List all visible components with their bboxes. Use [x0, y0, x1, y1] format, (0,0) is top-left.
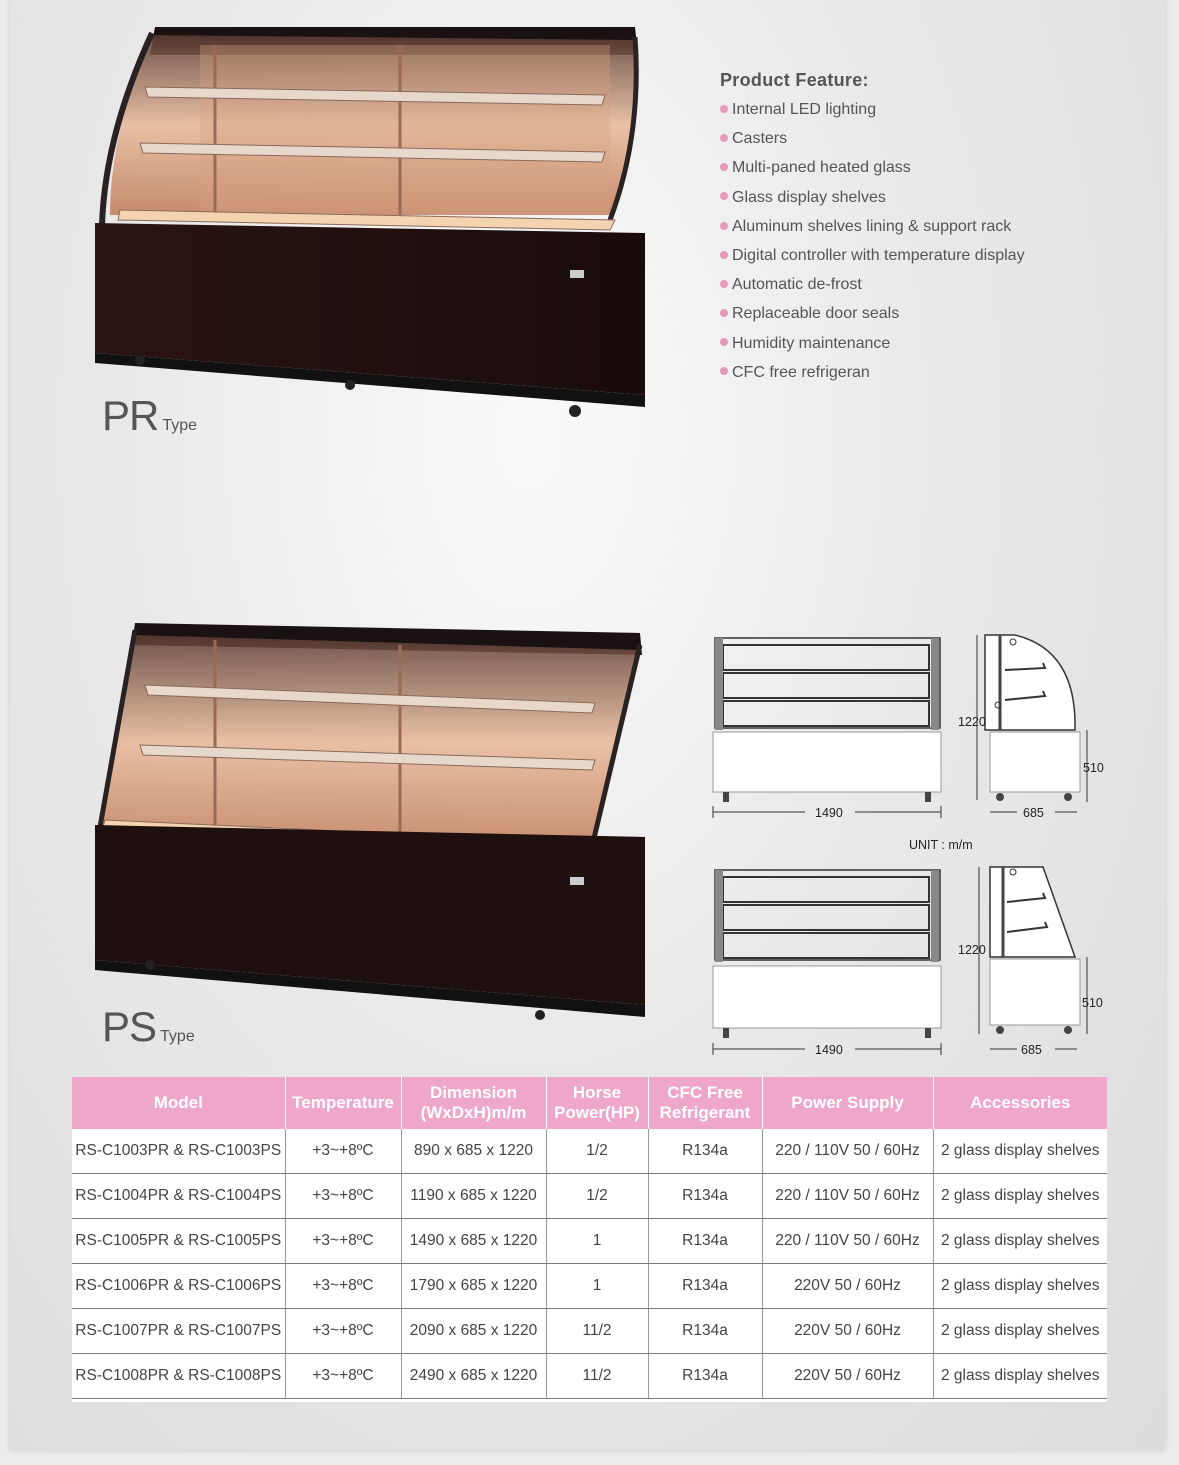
pr-front-diagram: [705, 630, 955, 825]
cell-dimension: 1790 x 685 x 1220: [401, 1264, 546, 1309]
cell-accessories: 2 glass display shelves: [933, 1264, 1107, 1309]
cell-accessories: 2 glass display shelves: [933, 1354, 1107, 1399]
cell-temperature: +3~+8ºC: [285, 1174, 401, 1219]
bullet-icon: [720, 367, 728, 375]
ps-type-word: Type: [160, 1028, 195, 1045]
cell-model: RS-C1008PR & RS-C1008PS: [72, 1354, 285, 1399]
cell-model: RS-C1004PR & RS-C1004PS: [72, 1174, 285, 1219]
feature-item: Digital controller with temperature display: [720, 241, 1140, 270]
table-row: [72, 1129, 1107, 1174]
ps-base-dim: 510: [1082, 996, 1103, 1010]
cell-dimension: 1190 x 685 x 1220: [401, 1174, 546, 1219]
feature-item: Humidity maintenance: [720, 329, 1140, 358]
cell-horse-power: 1: [546, 1264, 648, 1309]
pr-depth-dim: 685: [1023, 806, 1044, 820]
table-row: [72, 1174, 1107, 1219]
bullet-icon: [720, 338, 728, 346]
feature-item: Automatic de-frost: [720, 270, 1140, 299]
table-row: [72, 1264, 1107, 1309]
pr-cabinet-image: [90, 15, 650, 425]
pr-height-dim: 1220: [958, 715, 986, 729]
cell-model: RS-C1005PR & RS-C1005PS: [72, 1219, 285, 1264]
unit-label: UNIT : m/m: [909, 838, 973, 852]
ps-front-diagram: [705, 862, 955, 1062]
bullet-icon: [720, 192, 728, 200]
bullet-icon: [720, 280, 728, 288]
header-dimension: Dimension (WxDxH)m/m: [401, 1077, 546, 1129]
ps-type-label: [102, 1003, 195, 1051]
pr-width-dim: 1490: [815, 806, 843, 820]
cell-accessories: 2 glass display shelves: [933, 1174, 1107, 1219]
ps-cabinet-image: [90, 615, 650, 1030]
cell-refrigerant: R134a: [648, 1354, 762, 1399]
cell-dimension: 1490 x 685 x 1220: [401, 1219, 546, 1264]
cell-temperature: +3~+8ºC: [285, 1264, 401, 1309]
cell-temperature: +3~+8ºC: [285, 1309, 401, 1354]
header-accessories: Accessories: [933, 1077, 1107, 1129]
cell-power-supply: 220 / 110V 50 / 60Hz: [762, 1219, 933, 1264]
pr-base-dim: 510: [1083, 761, 1104, 775]
bullet-icon: [720, 251, 728, 259]
cell-model: RS-C1003PR & RS-C1003PS: [72, 1129, 285, 1174]
pr-type-letters: PR: [102, 392, 159, 439]
pr-type-label: [102, 392, 197, 440]
pr-type-word: Type: [162, 417, 198, 434]
feature-item: Internal LED lighting: [720, 95, 1140, 124]
feature-item: Glass display shelves: [720, 183, 1140, 212]
header-model: Model: [72, 1077, 285, 1129]
cell-accessories: 2 glass display shelves: [933, 1219, 1107, 1264]
cell-refrigerant: R134a: [648, 1129, 762, 1174]
cell-temperature: +3~+8ºC: [285, 1129, 401, 1174]
bullet-icon: [720, 163, 728, 171]
feature-item: Replaceable door seals: [720, 299, 1140, 328]
feature-item: Multi-paned heated glass: [720, 153, 1140, 182]
cell-power-supply: 220V 50 / 60Hz: [762, 1309, 933, 1354]
cell-refrigerant: R134a: [648, 1309, 762, 1354]
ps-height-dim: 1220: [958, 943, 986, 957]
cell-horse-power: 11/2: [546, 1309, 648, 1354]
cell-model: RS-C1006PR & RS-C1006PS: [72, 1264, 285, 1309]
header-power-supply: Power Supply: [762, 1077, 933, 1129]
bullet-icon: [720, 134, 728, 142]
feature-item: Casters: [720, 124, 1140, 153]
table-row: [72, 1309, 1107, 1354]
ps-width-dim: 1490: [815, 1043, 843, 1057]
header-temperature: Temperature: [285, 1077, 401, 1129]
cell-accessories: 2 glass display shelves: [933, 1129, 1107, 1174]
pr-side-diagram: [955, 630, 1115, 825]
cell-power-supply: 220 / 110V 50 / 60Hz: [762, 1129, 933, 1174]
cell-accessories: 2 glass display shelves: [933, 1309, 1107, 1354]
spec-table-body: [72, 1129, 1107, 1399]
cell-refrigerant: R134a: [648, 1264, 762, 1309]
table-row: [72, 1354, 1107, 1399]
feature-item: Aluminum shelves lining & support rack: [720, 212, 1140, 241]
bullet-icon: [720, 309, 728, 317]
header-horse-power: Horse Power(HP): [546, 1077, 648, 1129]
cell-power-supply: 220V 50 / 60Hz: [762, 1264, 933, 1309]
cell-refrigerant: R134a: [648, 1174, 762, 1219]
product-features: [720, 70, 1140, 387]
ps-type-letters: PS: [102, 1003, 157, 1050]
cell-dimension: 890 x 685 x 1220: [401, 1129, 546, 1174]
cell-dimension: 2090 x 685 x 1220: [401, 1309, 546, 1354]
cell-horse-power: 1/2: [546, 1129, 648, 1174]
table-row: [72, 1219, 1107, 1264]
features-list: [720, 95, 1140, 387]
cell-power-supply: 220 / 110V 50 / 60Hz: [762, 1174, 933, 1219]
cell-dimension: 2490 x 685 x 1220: [401, 1354, 546, 1399]
bullet-icon: [720, 222, 728, 230]
cell-temperature: +3~+8ºC: [285, 1354, 401, 1399]
table-header-row: [72, 1077, 1107, 1129]
ps-side-diagram: [955, 862, 1115, 1062]
header-refrigerant: CFC Free Refrigerant: [648, 1077, 762, 1129]
cell-horse-power: 1/2: [546, 1174, 648, 1219]
bullet-icon: [720, 105, 728, 113]
cell-horse-power: 11/2: [546, 1354, 648, 1399]
cell-power-supply: 220V 50 / 60Hz: [762, 1354, 933, 1399]
feature-item: CFC free refrigeran: [720, 358, 1140, 387]
cell-refrigerant: R134a: [648, 1219, 762, 1264]
cell-model: RS-C1007PR & RS-C1007PS: [72, 1309, 285, 1354]
cell-horse-power: 1: [546, 1219, 648, 1264]
cell-temperature: +3~+8ºC: [285, 1219, 401, 1264]
ps-depth-dim: 685: [1021, 1043, 1042, 1057]
features-title: Product Feature:: [720, 70, 869, 90]
spec-table: [72, 1077, 1107, 1399]
